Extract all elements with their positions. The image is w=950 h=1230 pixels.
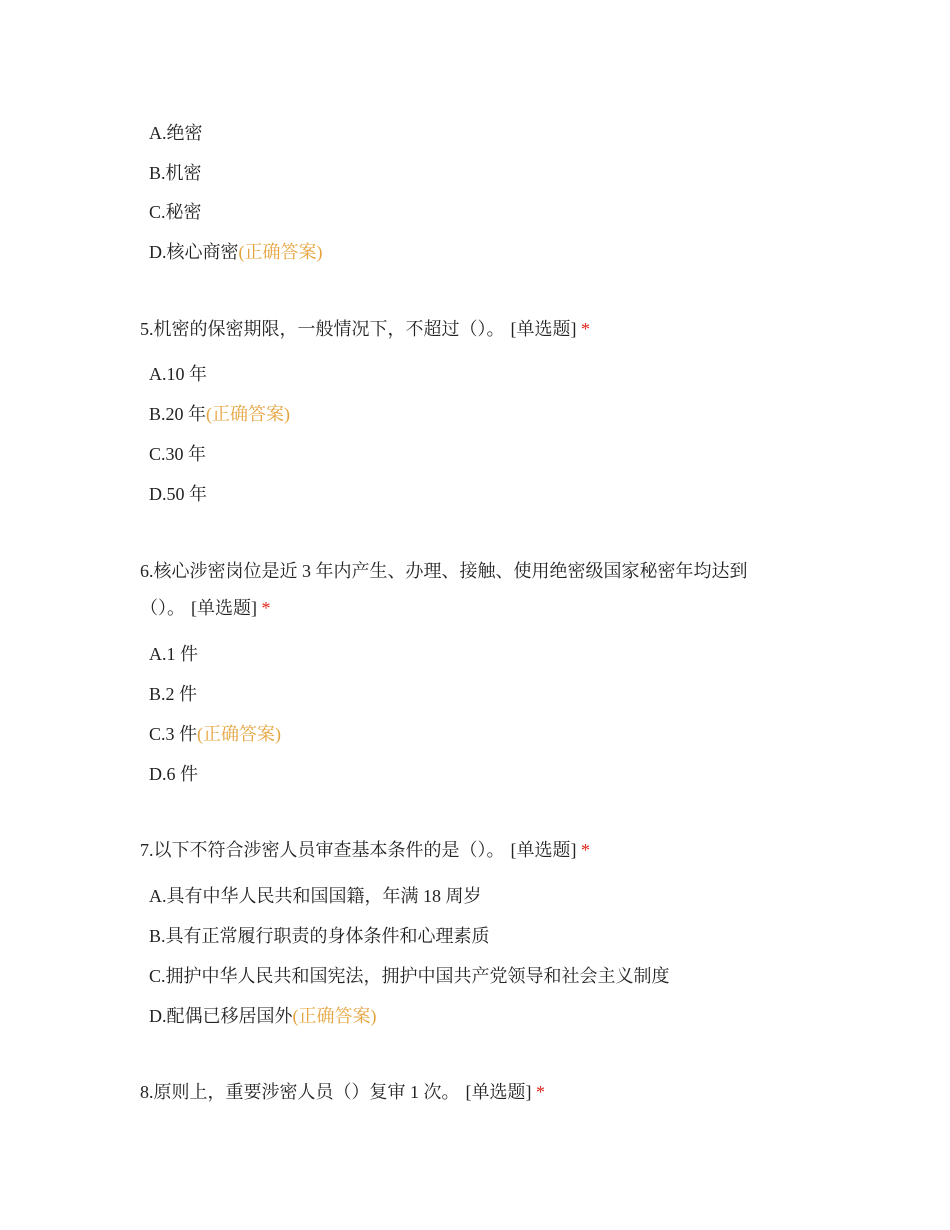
option-d [149,1004,377,1028]
question-type: [单选题] [465,1082,532,1102]
correct-answer-mark: (正确答案) [206,404,291,424]
question-text: 5.机密的保密期限，一般情况下，不超过（）。 [140,319,505,339]
correct-answer-mark: (正确答案) [197,724,282,744]
correct-answer-mark: (正确答案) [292,1006,377,1026]
option-a [149,642,198,666]
option-label: B.机密 [149,163,202,183]
question-text: 6.核心涉密岗位是近 3 年内产生、办理、接触、使用绝密级国家秘密年均达到（）。 [140,561,748,618]
option-b [149,161,202,185]
question-text: 7.以下不符合涉密人员审查基本条件的是（）。 [140,840,505,860]
option-label: A.10 年 [149,364,207,384]
question-type: [单选题] [510,840,577,860]
required-marker: * [261,598,271,618]
option-a [149,121,203,145]
option-label: D.核心商密 [149,242,239,262]
option-label: A.绝密 [149,123,203,143]
required-marker: * [581,319,590,339]
option-label: A.1 件 [149,644,198,664]
question-title [140,553,780,627]
option-d [149,482,207,506]
option-c [149,722,281,746]
question-text: 8.原则上，重要涉密人员（）复审 1 次。 [140,1082,460,1102]
option-label: B.具有正常履行职责的身体条件和心理素质 [149,926,490,946]
option-c [149,964,670,988]
option-label: D.配偶已移居国外 [149,1006,293,1026]
option-label: A.具有中华人民共和国国籍，年满 18 周岁 [149,886,482,906]
option-d [149,240,323,264]
option-label: C.秘密 [149,202,202,222]
question-title [140,832,780,869]
option-c [149,200,202,224]
option-label: D.6 件 [149,764,198,784]
option-b [149,924,490,948]
correct-answer-mark: (正确答案) [238,242,323,262]
required-marker: * [581,840,590,860]
option-c [149,442,206,466]
option-label: D.50 年 [149,484,207,504]
question-type: [单选题] [510,319,577,339]
option-a [149,362,207,386]
option-label: C.拥护中华人民共和国宪法，拥护中国共产党领导和社会主义制度 [149,966,670,986]
required-marker: * [536,1082,545,1102]
option-a [149,884,482,908]
option-b [149,402,290,426]
option-d [149,762,198,786]
question-title [140,311,780,348]
option-label: B.2 件 [149,684,198,704]
question-type: [单选题] [191,598,257,618]
question-title [140,1074,780,1111]
option-label: C.30 年 [149,444,207,464]
option-label: C.3 件 [149,724,198,744]
option-label: B.20 年 [149,404,207,424]
option-b [149,682,197,706]
